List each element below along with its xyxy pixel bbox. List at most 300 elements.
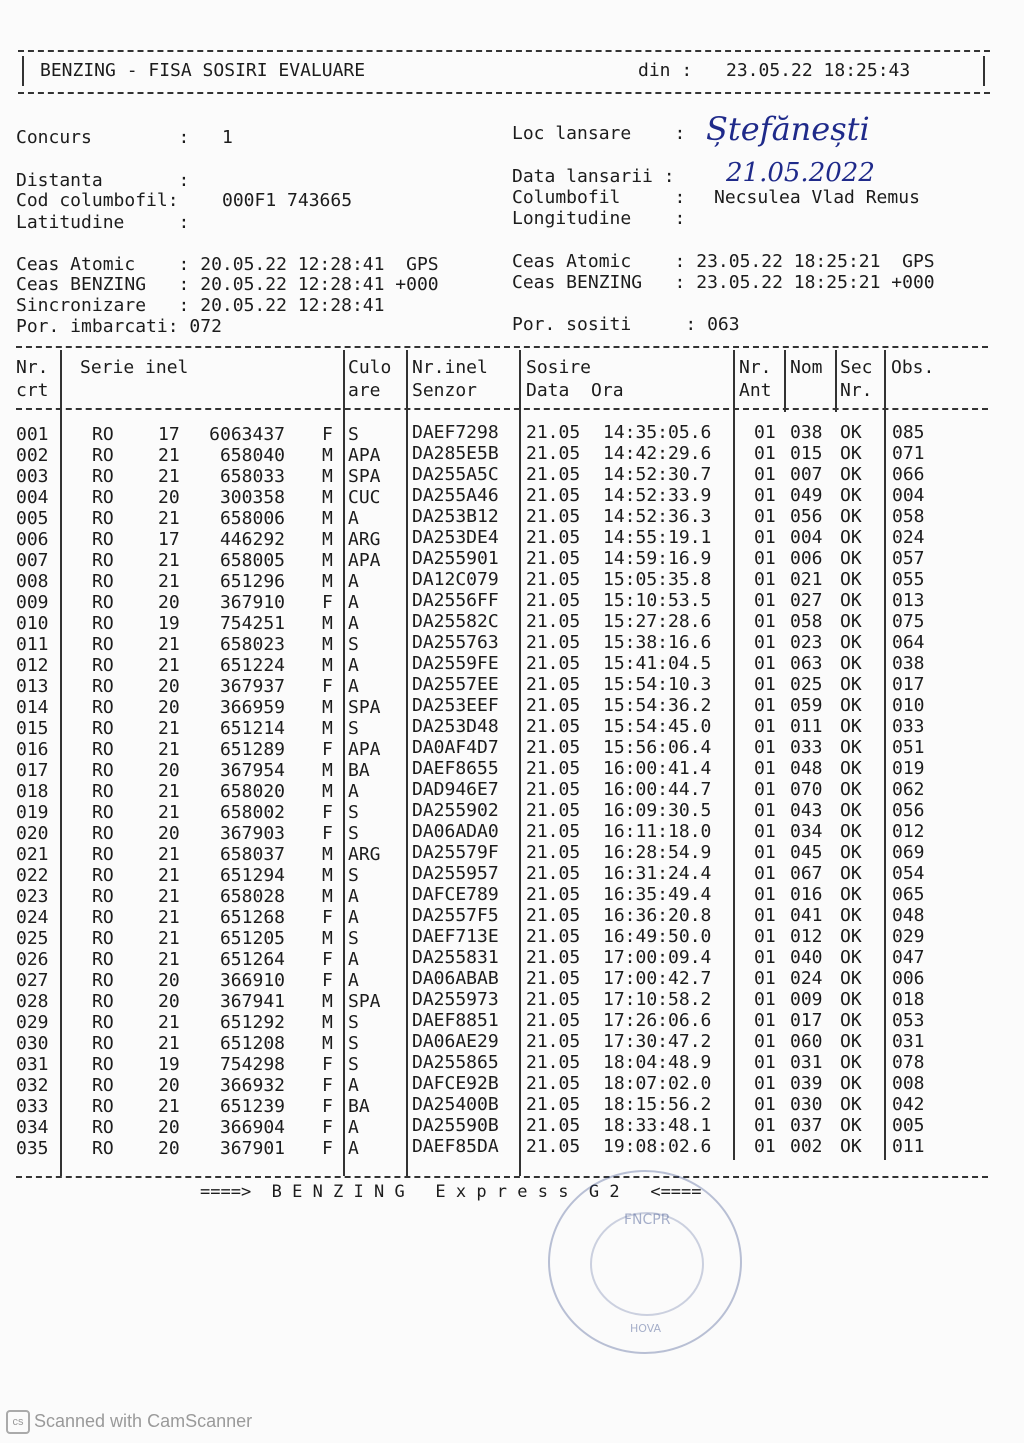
cell-sec: OK — [840, 527, 862, 548]
cell-nom: 045 — [790, 842, 823, 863]
cell-ora: 16:28:54.9 — [603, 842, 712, 863]
cell-ant: 01 — [754, 842, 776, 863]
cell-country: RO — [92, 613, 114, 634]
cell-ant: 01 — [754, 737, 776, 758]
col-divider-ant — [784, 350, 786, 412]
cell-nom: 034 — [790, 821, 823, 842]
cell-year: 21 — [158, 445, 180, 466]
cell-senzor: DA285E5B — [412, 443, 499, 464]
cell-sex: M — [322, 1012, 333, 1033]
header-top-rule — [18, 50, 990, 52]
cell-nom: 060 — [790, 1031, 823, 1052]
cell-senzor: DA255763 — [412, 632, 499, 653]
cell-ora: 15:38:16.6 — [603, 632, 712, 653]
cell-obs: 013 — [892, 590, 925, 611]
cell-senzor: DA255973 — [412, 989, 499, 1010]
cell-culoare: S — [348, 1033, 359, 1054]
cell-sex: M — [322, 886, 333, 907]
cell-nom: 030 — [790, 1094, 823, 1115]
cell-nom: 021 — [790, 569, 823, 590]
cell-sex: M — [322, 487, 333, 508]
cell-data: 21.05 — [526, 590, 581, 611]
cell-crt: 019 — [16, 802, 49, 823]
cell-culoare: BA — [348, 1096, 370, 1117]
cell-ora: 15:54:45.0 — [603, 716, 712, 737]
data-lansarii-label: Data lansarii : — [512, 166, 675, 187]
cell-country: RO — [92, 823, 114, 844]
cell-sex: F — [322, 1096, 333, 1117]
cell-obs: 004 — [892, 485, 925, 506]
cell-year: 21 — [158, 739, 180, 760]
cell-nom: 027 — [790, 590, 823, 611]
cell-country: RO — [92, 802, 114, 823]
cell-ora: 16:09:30.5 — [603, 800, 712, 821]
cell-senzor: DA255957 — [412, 863, 499, 884]
cell-sec: OK — [840, 548, 862, 569]
cell-ring-number: 658002 — [219, 802, 285, 823]
cell-year: 21 — [158, 550, 180, 571]
cell-sex: M — [322, 760, 333, 781]
table-row — [0, 466, 1024, 487]
cell-country: RO — [92, 781, 114, 802]
table-row — [0, 1138, 1024, 1159]
cell-crt: 014 — [16, 697, 49, 718]
cell-sec: OK — [840, 611, 862, 632]
cell-ring-number: 651205 — [219, 928, 285, 949]
header-sec-bottom: Nr. — [840, 380, 873, 401]
cell-crt: 017 — [16, 760, 49, 781]
cell-ring-number: 366959 — [219, 697, 285, 718]
cell-data: 21.05 — [526, 716, 581, 737]
cell-culoare: A — [348, 1117, 359, 1138]
cell-nom: 041 — [790, 905, 823, 926]
cell-ant: 01 — [754, 569, 776, 590]
cell-data: 21.05 — [526, 506, 581, 527]
cell-culoare: APA — [348, 445, 381, 466]
cell-senzor: DA06ABAB — [412, 968, 499, 989]
cell-sex: M — [322, 634, 333, 655]
cell-senzor: DAFCE92B — [412, 1073, 499, 1094]
cell-crt: 004 — [16, 487, 49, 508]
cell-ora: 15:41:04.5 — [603, 653, 712, 674]
cell-ora: 16:31:24.4 — [603, 863, 712, 884]
cell-nom: 025 — [790, 674, 823, 695]
cell-nom: 023 — [790, 632, 823, 653]
cell-sex: F — [322, 1138, 333, 1159]
cell-data: 21.05 — [526, 443, 581, 464]
loc-lansare-label: Loc lansare : — [512, 123, 686, 144]
cell-culoare: S — [348, 802, 359, 823]
cell-obs: 071 — [892, 443, 925, 464]
cell-culoare: S — [348, 634, 359, 655]
cell-senzor: DA25582C — [412, 611, 499, 632]
cell-ant: 01 — [754, 800, 776, 821]
cell-country: RO — [92, 1054, 114, 1075]
cell-year: 21 — [158, 508, 180, 529]
cell-crt: 008 — [16, 571, 49, 592]
cell-ant: 01 — [754, 1052, 776, 1073]
concurs-value: 1 — [222, 127, 233, 148]
cell-culoare: A — [348, 886, 359, 907]
cell-data: 21.05 — [526, 926, 581, 947]
cell-data: 21.05 — [526, 863, 581, 884]
table-row — [0, 550, 1024, 571]
cell-ring-number: 651214 — [219, 718, 285, 739]
cell-ora: 14:55:19.1 — [603, 527, 712, 548]
table-row — [0, 949, 1024, 970]
cell-ant: 01 — [754, 779, 776, 800]
cell-ring-number: 366910 — [219, 970, 285, 991]
cell-sex: M — [322, 571, 333, 592]
cell-senzor: DAEF713E — [412, 926, 499, 947]
cell-sec: OK — [840, 1136, 862, 1157]
cell-country: RO — [92, 592, 114, 613]
cell-ant: 01 — [754, 632, 776, 653]
cell-country: RO — [92, 928, 114, 949]
table-row — [0, 1054, 1024, 1075]
cell-senzor: DA255902 — [412, 800, 499, 821]
cell-ora: 18:33:48.1 — [603, 1115, 712, 1136]
table-row — [0, 760, 1024, 781]
cell-ring-number: 658033 — [219, 466, 285, 487]
cell-data: 21.05 — [526, 821, 581, 842]
cell-data: 21.05 — [526, 527, 581, 548]
cell-nom: 038 — [790, 422, 823, 443]
cell-data: 21.05 — [526, 905, 581, 926]
cell-ant: 01 — [754, 1115, 776, 1136]
cell-ring-number: 367910 — [219, 592, 285, 613]
cell-crt: 011 — [16, 634, 49, 655]
cell-obs: 056 — [892, 800, 925, 821]
cell-senzor: DA255901 — [412, 548, 499, 569]
table-row — [0, 865, 1024, 886]
cell-obs: 031 — [892, 1031, 925, 1052]
cell-sex: M — [322, 718, 333, 739]
cell-crt: 027 — [16, 970, 49, 991]
cell-data: 21.05 — [526, 632, 581, 653]
cell-nom: 067 — [790, 863, 823, 884]
cell-sec: OK — [840, 989, 862, 1010]
cell-country: RO — [92, 970, 114, 991]
cell-nom: 002 — [790, 1136, 823, 1157]
cell-ring-number: 367937 — [219, 676, 285, 697]
cell-ant: 01 — [754, 548, 776, 569]
cell-obs: 048 — [892, 905, 925, 926]
table-row — [0, 1096, 1024, 1117]
cell-sex: M — [322, 928, 333, 949]
cell-senzor: DA25579F — [412, 842, 499, 863]
cell-data: 21.05 — [526, 422, 581, 443]
cell-ant: 01 — [754, 926, 776, 947]
cell-ora: 16:11:18.0 — [603, 821, 712, 842]
cell-senzor: DA255A5C — [412, 464, 499, 485]
table-row — [0, 529, 1024, 550]
cell-country: RO — [92, 886, 114, 907]
cell-data: 21.05 — [526, 569, 581, 590]
cell-nom: 040 — [790, 947, 823, 968]
cell-country: RO — [92, 1117, 114, 1138]
table-row — [0, 592, 1024, 613]
cell-crt: 029 — [16, 1012, 49, 1033]
cell-sec: OK — [840, 695, 862, 716]
cell-sec: OK — [840, 968, 862, 989]
cell-country: RO — [92, 844, 114, 865]
cell-crt: 021 — [16, 844, 49, 865]
cell-sec: OK — [840, 632, 862, 653]
cell-ant: 01 — [754, 443, 776, 464]
cell-crt: 033 — [16, 1096, 49, 1117]
cell-ant: 01 — [754, 1094, 776, 1115]
cell-obs: 066 — [892, 464, 925, 485]
cell-obs: 054 — [892, 863, 925, 884]
header-right-border — [983, 56, 985, 86]
table-row — [0, 487, 1024, 508]
cell-ring-number: 366904 — [219, 1117, 285, 1138]
cell-sex: F — [322, 592, 333, 613]
cell-ring-number: 367954 — [219, 760, 285, 781]
cell-year: 21 — [158, 466, 180, 487]
cell-ring-number: 658028 — [219, 886, 285, 907]
cell-ant: 01 — [754, 674, 776, 695]
cell-sex: M — [322, 865, 333, 886]
cell-crt: 028 — [16, 991, 49, 1012]
cell-obs: 078 — [892, 1052, 925, 1073]
cell-sec: OK — [840, 1073, 862, 1094]
table-row — [0, 718, 1024, 739]
cell-ora: 15:27:28.6 — [603, 611, 712, 632]
cell-ora: 18:07:02.0 — [603, 1073, 712, 1094]
cell-crt: 009 — [16, 592, 49, 613]
cell-sex: F — [322, 823, 333, 844]
cell-nom: 024 — [790, 968, 823, 989]
cell-sec: OK — [840, 569, 862, 590]
cell-obs: 069 — [892, 842, 925, 863]
association-stamp — [548, 1170, 742, 1354]
cell-country: RO — [92, 1096, 114, 1117]
cell-sec: OK — [840, 1115, 862, 1136]
cell-year: 19 — [158, 613, 180, 634]
cell-ant: 01 — [754, 821, 776, 842]
cell-senzor: DA06ADA0 — [412, 821, 499, 842]
cell-ora: 17:10:58.2 — [603, 989, 712, 1010]
cell-ora: 15:56:06.4 — [603, 737, 712, 758]
cell-obs: 058 — [892, 506, 925, 527]
header-sec-top: Sec — [840, 357, 873, 378]
report-date: 23.05.22 18:25:43 — [726, 60, 911, 81]
cell-ant: 01 — [754, 1010, 776, 1031]
cell-nom: 031 — [790, 1052, 823, 1073]
cell-year: 20 — [158, 697, 180, 718]
cell-sex: F — [322, 802, 333, 823]
table-row — [0, 907, 1024, 928]
header-crt-top: Nr. — [16, 357, 49, 378]
cell-crt: 015 — [16, 718, 49, 739]
cell-country: RO — [92, 865, 114, 886]
cell-nom: 006 — [790, 548, 823, 569]
cell-sec: OK — [840, 779, 862, 800]
din-label: din : — [638, 60, 693, 81]
data-lansarii-handwritten: 21.05.2022 — [726, 158, 875, 188]
cell-data: 21.05 — [526, 1115, 581, 1136]
table-bottom-rule — [16, 1176, 988, 1178]
cell-nom: 037 — [790, 1115, 823, 1136]
table-row — [0, 970, 1024, 991]
cell-country: RO — [92, 1033, 114, 1054]
cell-crt: 025 — [16, 928, 49, 949]
table-header-rule — [16, 408, 988, 410]
cell-culoare: ARG — [348, 529, 381, 550]
por-imbarcati: Por. imbarcati: 072 — [16, 316, 222, 337]
cell-crt: 035 — [16, 1138, 49, 1159]
cell-ring-number: 300358 — [219, 487, 285, 508]
cell-year: 21 — [158, 844, 180, 865]
cell-ring-number: 658040 — [219, 445, 285, 466]
cell-culoare: ARG — [348, 844, 381, 865]
cell-nom: 070 — [790, 779, 823, 800]
cell-crt: 012 — [16, 655, 49, 676]
cell-sec: OK — [840, 737, 862, 758]
cell-year: 21 — [158, 655, 180, 676]
cell-ring-number: 367941 — [219, 991, 285, 1012]
cell-culoare: A — [348, 1075, 359, 1096]
cell-sec: OK — [840, 926, 862, 947]
cell-ant: 01 — [754, 506, 776, 527]
cell-crt: 018 — [16, 781, 49, 802]
table-row — [0, 802, 1024, 823]
cell-nom: 033 — [790, 737, 823, 758]
cell-country: RO — [92, 550, 114, 571]
cell-obs: 051 — [892, 737, 925, 758]
cell-senzor: DA255865 — [412, 1052, 499, 1073]
cell-country: RO — [92, 718, 114, 739]
cell-data: 21.05 — [526, 1073, 581, 1094]
cell-ant: 01 — [754, 758, 776, 779]
cell-culoare: S — [348, 928, 359, 949]
cell-sex: M — [322, 613, 333, 634]
cell-crt: 022 — [16, 865, 49, 886]
cell-ring-number: 6063437 — [209, 424, 285, 445]
cell-ring-number: 651294 — [219, 865, 285, 886]
cell-nom: 043 — [790, 800, 823, 821]
cell-nom: 012 — [790, 926, 823, 947]
cell-sex: F — [322, 970, 333, 991]
cell-ora: 16:00:41.4 — [603, 758, 712, 779]
table-row — [0, 886, 1024, 907]
cell-obs: 065 — [892, 884, 925, 905]
cell-country: RO — [92, 529, 114, 550]
cell-country: RO — [92, 424, 114, 445]
cell-culoare: APA — [348, 739, 381, 760]
cell-ora: 14:52:33.9 — [603, 485, 712, 506]
cell-crt: 031 — [16, 1054, 49, 1075]
cell-ring-number: 367901 — [219, 1138, 285, 1159]
cell-senzor: DAEF8851 — [412, 1010, 499, 1031]
cell-ora: 16:00:44.7 — [603, 779, 712, 800]
cell-ant: 01 — [754, 1073, 776, 1094]
cell-ring-number: 651224 — [219, 655, 285, 676]
cell-data: 21.05 — [526, 1094, 581, 1115]
cell-year: 21 — [158, 781, 180, 802]
cell-ring-number: 651292 — [219, 1012, 285, 1033]
cell-country: RO — [92, 697, 114, 718]
cell-year: 17 — [158, 529, 180, 550]
cell-sex: F — [322, 1054, 333, 1075]
concurs-label: Concurs : — [16, 127, 190, 148]
cell-crt: 020 — [16, 823, 49, 844]
cell-ring-number: 366932 — [219, 1075, 285, 1096]
table-row — [0, 424, 1024, 445]
cell-nom: 004 — [790, 527, 823, 548]
cell-data: 21.05 — [526, 611, 581, 632]
cell-year: 20 — [158, 823, 180, 844]
table-row — [0, 634, 1024, 655]
cell-culoare: APA — [348, 550, 381, 571]
cell-crt: 030 — [16, 1033, 49, 1054]
cell-ant: 01 — [754, 1031, 776, 1052]
cell-country: RO — [92, 1075, 114, 1096]
cell-sex: F — [322, 676, 333, 697]
cell-obs: 008 — [892, 1073, 925, 1094]
cell-ant: 01 — [754, 611, 776, 632]
cell-ant: 01 — [754, 1136, 776, 1157]
header-serie-top: Serie inel — [80, 357, 189, 378]
cell-nom: 007 — [790, 464, 823, 485]
header-senzor-top: Nr.inel — [412, 357, 488, 378]
table-row — [0, 655, 1024, 676]
cell-country: RO — [92, 655, 114, 676]
cell-sec: OK — [840, 884, 862, 905]
cell-ant: 01 — [754, 485, 776, 506]
cell-sec: OK — [840, 464, 862, 485]
cell-year: 20 — [158, 1075, 180, 1096]
cell-year: 21 — [158, 907, 180, 928]
cell-ora: 14:59:16.9 — [603, 548, 712, 569]
cell-country: RO — [92, 1012, 114, 1033]
cell-year: 21 — [158, 949, 180, 970]
cell-crt: 016 — [16, 739, 49, 760]
cell-ring-number: 446292 — [219, 529, 285, 550]
cell-year: 21 — [158, 886, 180, 907]
cell-crt: 003 — [16, 466, 49, 487]
cell-obs: 033 — [892, 716, 925, 737]
columbofil-label: Columbofil : — [512, 187, 686, 208]
cell-sex: M — [322, 508, 333, 529]
table-row — [0, 676, 1024, 697]
longitudine-label: Longitudine : — [512, 208, 686, 229]
cell-year: 17 — [158, 424, 180, 445]
cell-culoare: S — [348, 823, 359, 844]
cell-country: RO — [92, 634, 114, 655]
cell-sex: F — [322, 907, 333, 928]
cell-year: 20 — [158, 487, 180, 508]
loc-lansare-handwritten: Ștefănești — [706, 110, 870, 148]
cell-ant: 01 — [754, 905, 776, 926]
table-row — [0, 823, 1024, 844]
cell-senzor: DAEF7298 — [412, 422, 499, 443]
cell-crt: 034 — [16, 1117, 49, 1138]
cell-data: 21.05 — [526, 1052, 581, 1073]
cell-nom: 017 — [790, 1010, 823, 1031]
cell-nom: 016 — [790, 884, 823, 905]
cell-culoare: S — [348, 1012, 359, 1033]
table-row — [0, 1117, 1024, 1138]
cell-obs: 053 — [892, 1010, 925, 1031]
cell-senzor: DA2557F5 — [412, 905, 499, 926]
cell-sex: F — [322, 1117, 333, 1138]
cell-ora: 14:35:05.6 — [603, 422, 712, 443]
cell-ant: 01 — [754, 863, 776, 884]
col-divider-nom — [835, 350, 837, 412]
